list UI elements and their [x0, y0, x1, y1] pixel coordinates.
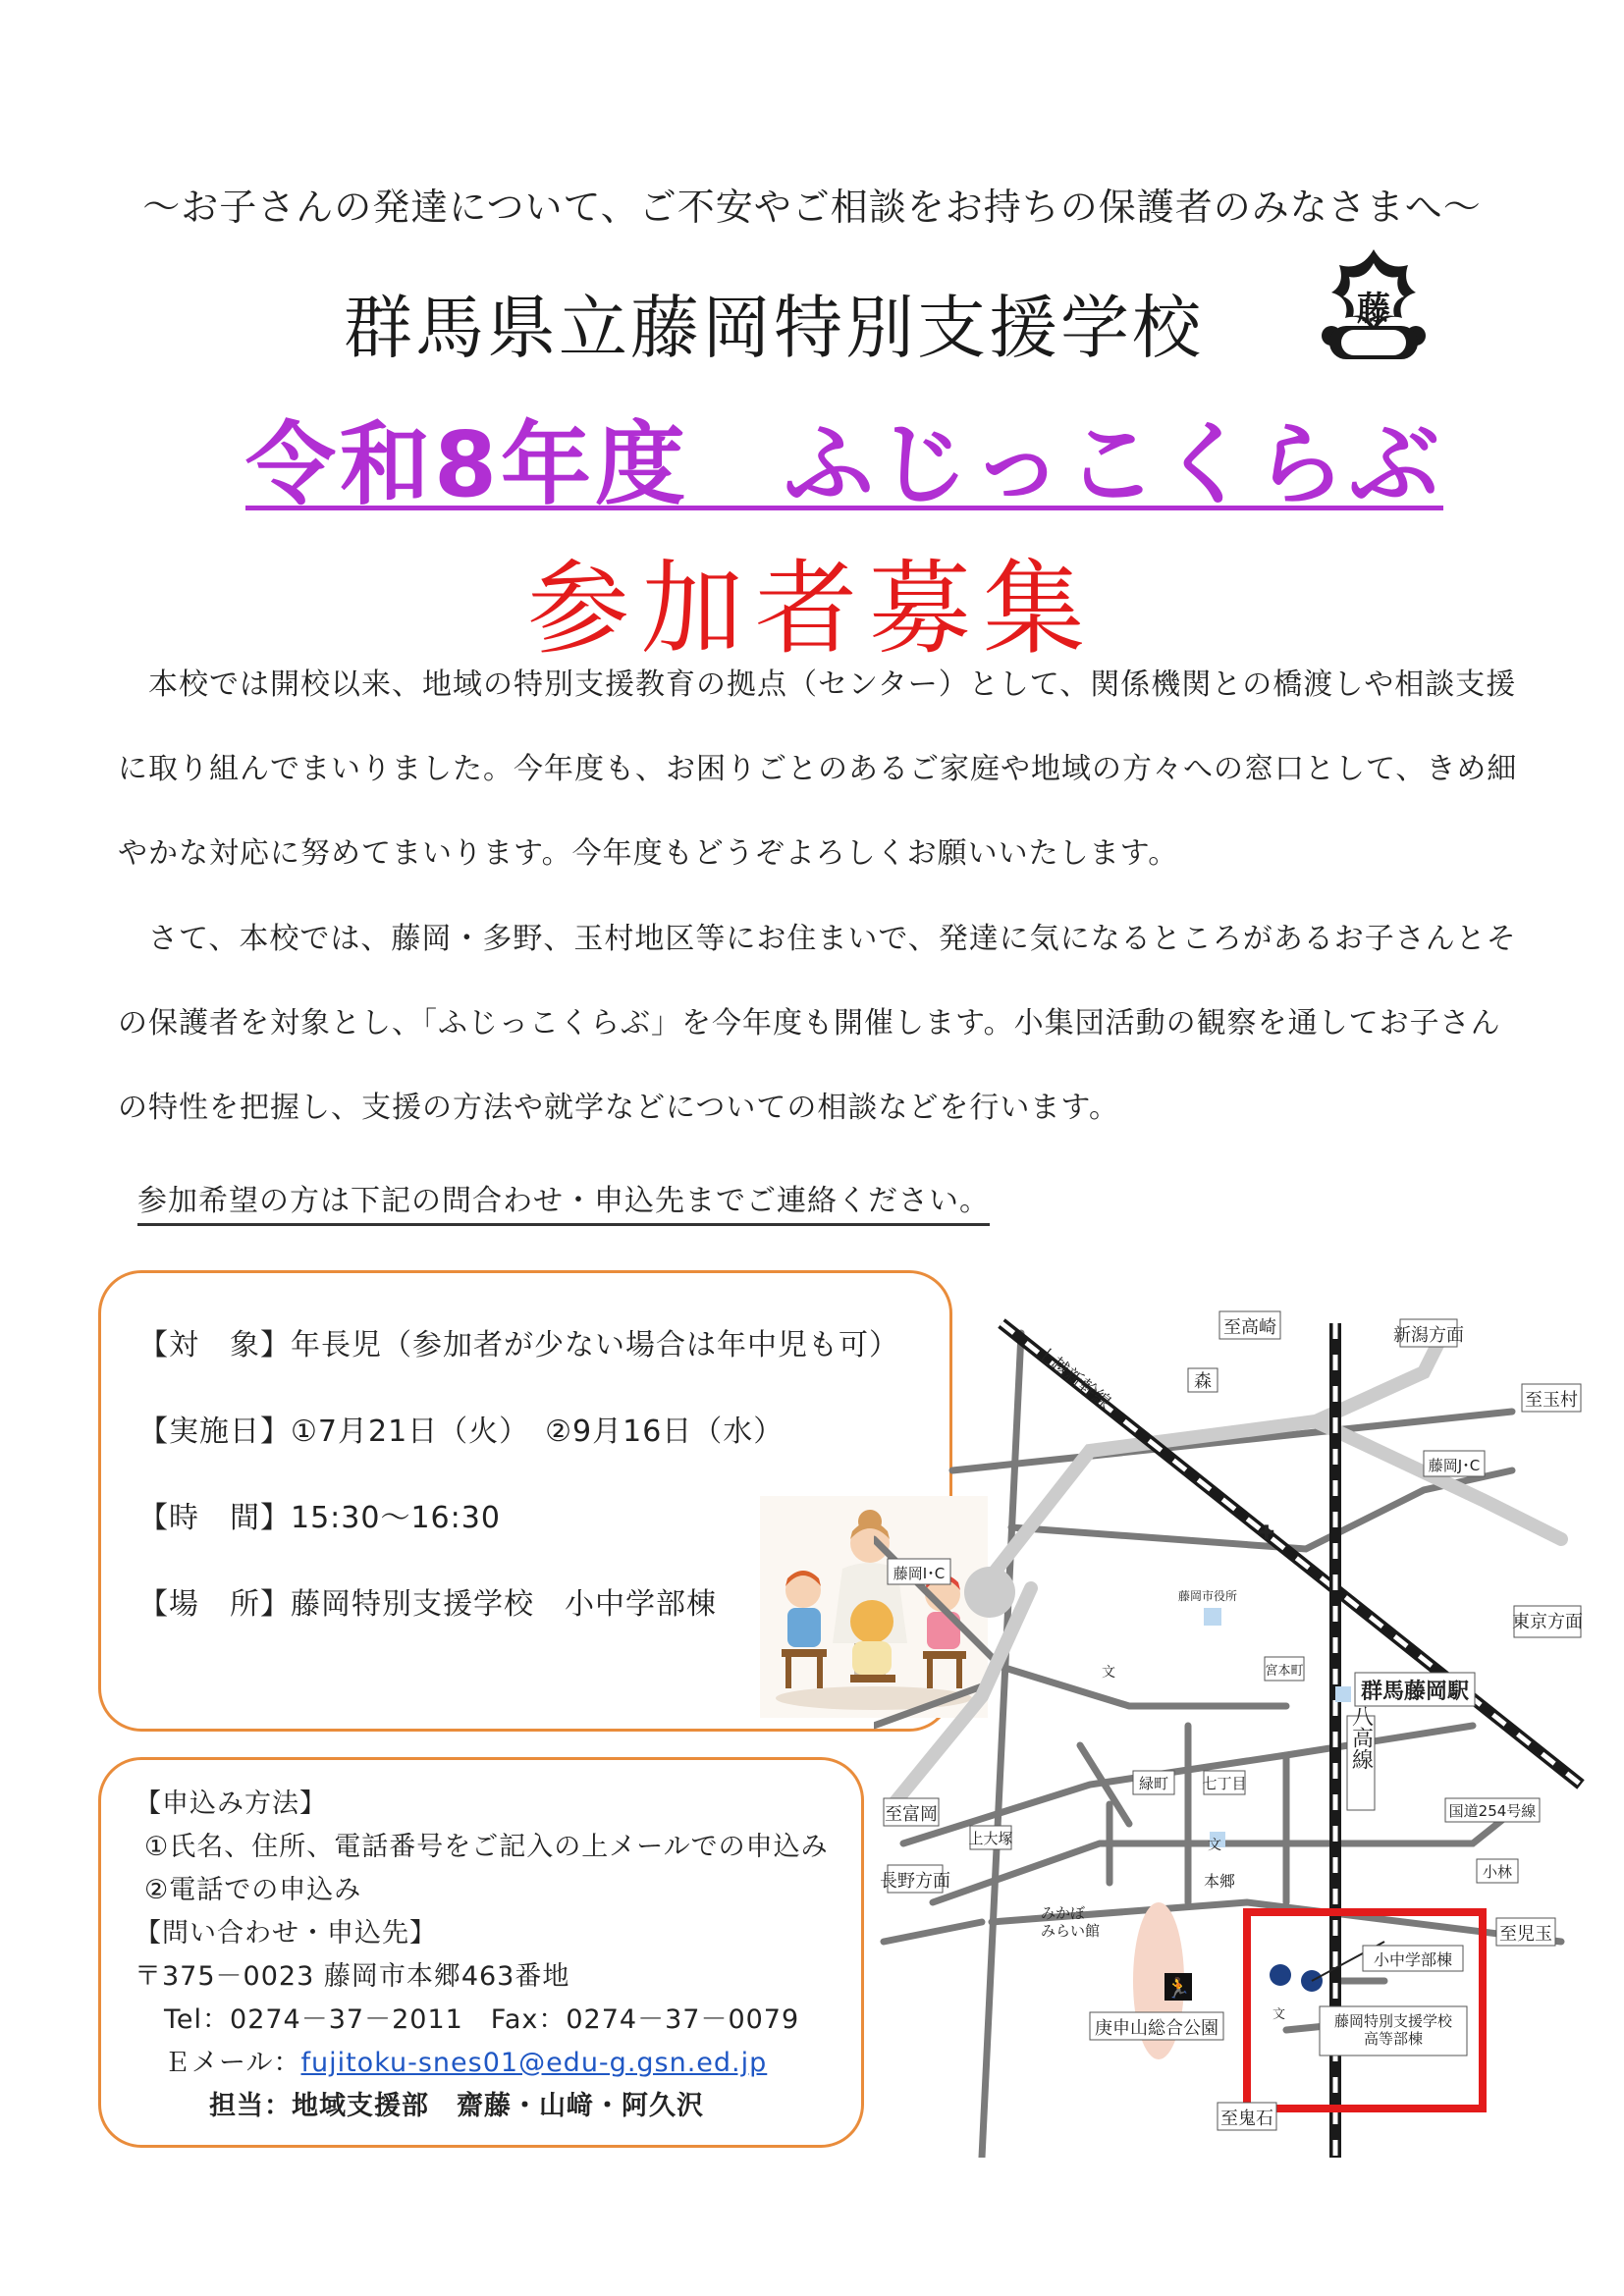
- method-phone: ②電話での申込み: [144, 1875, 362, 1905]
- map-label-kamiohtsuka: 上大塚: [968, 1830, 1013, 1847]
- school-name: 群馬県立藤岡特別支援学校: [344, 288, 1204, 368]
- staff-line: 担当：地域支援部 齋藤・山﨑・阿久沢: [209, 2091, 704, 2121]
- place-line: 【場 所】藤岡特別支援学校 小中学部棟: [138, 1587, 717, 1622]
- map-label-route254: 国道254号線: [1448, 1802, 1537, 1820]
- svg-text:✚: ✚: [1258, 1521, 1275, 1544]
- map-label-mikaboo: みかぼみらい館: [1041, 1904, 1101, 1940]
- map-label-tomioka: 至富岡: [885, 1804, 938, 1825]
- map-label-tamamura: 至玉村: [1525, 1390, 1578, 1411]
- map-label-koto: 藤岡特別支援学校高等部棟: [1333, 2012, 1453, 2048]
- map-label-tokyo: 東京方面: [1512, 1612, 1583, 1632]
- map-school-mark-2: 文: [1208, 1838, 1221, 1853]
- method-heading: 【申込み方法】: [135, 1789, 327, 1819]
- map-school-mark-1: 文: [1102, 1665, 1115, 1681]
- map-label-mori: 森: [1194, 1371, 1212, 1392]
- email-line: [164, 2041, 767, 2079]
- intro-paragraph-2: さて、本校では、藤岡・多野、玉村地区等にお住まいで、発達に気になるところがあるお子さんとその保護者を対象とし、「ふじっこくらぶ」を今年度も開催します。小集団活動の観察を通してお子さんの特性を把握し、支援の方法や就学などについての相談などを行います。: [118, 922, 1517, 1125]
- map-label-takasaki: 至高崎: [1223, 1317, 1276, 1338]
- map-label-kodama: 至児玉: [1499, 1924, 1552, 1945]
- address: 〒375－0023 藤岡市本郷463番地: [135, 1961, 570, 1992]
- map-label-hachiko: 八高線: [1348, 1705, 1374, 1770]
- map-school-mark-3: 文: [1272, 2007, 1286, 2022]
- map-label-city-hall: 藤岡市役所: [1177, 1589, 1238, 1603]
- subtitle: ～お子さんの発達について、ご不安やご相談をお持ちの保護者のみなさまへ～: [142, 186, 1482, 229]
- phone-fax: Tel：0274－37－2011 Fax：0274－37－0079: [164, 2004, 800, 2035]
- intro-paragraph-1: 本校では開校以来、地域の特別支援教育の拠点（センター）として、関係機関との橋渡しや相談支援に取り組んでまいりました。今年度も、お困りごとのあるご家庭や地域の方々への窓口として、きめ細やかな対応に努めてまいります。今年度もどうぞよろしくお願いいたします。: [118, 667, 1518, 871]
- map-label-kobayashi: 小林: [1482, 1863, 1513, 1881]
- map-label-hongo: 本郷: [1203, 1872, 1236, 1891]
- map-label-koshinyama: 庚申山総合公園: [1095, 2018, 1218, 2039]
- recruit-heading: 参加者募集: [526, 549, 1097, 668]
- svg-text:🏃: 🏃: [1165, 1976, 1191, 2000]
- map-label-shochu: 小中学部棟: [1373, 1950, 1453, 1969]
- map-label-miyamoto: 宮本町: [1265, 1664, 1304, 1679]
- map-label-nagano: 長野方面: [880, 1871, 950, 1892]
- access-map: [874, 1294, 1600, 2158]
- map-label-fujioka-jc: 藤岡J･C: [1428, 1457, 1481, 1474]
- target-line: 【対 象】年長児（参加者が少ない場合は年中児も可）: [138, 1328, 899, 1362]
- email-link[interactable]: fujitoku-snes01@edu-g.gsn.ed.jp: [300, 2048, 768, 2078]
- contact-box: [98, 1757, 864, 2148]
- school-crest-icon: [1316, 243, 1432, 363]
- map-label-nanachome: 七丁目: [1202, 1775, 1247, 1792]
- map-label-station: 群馬藤岡駅: [1360, 1680, 1470, 1704]
- dates-line: 【実施日】①7月21日（火） ②9月16日（水）: [138, 1415, 785, 1449]
- event-title: 令和8年度 ふじっこくらぶ: [245, 412, 1444, 517]
- method-email: ①氏名、住所、電話番号をご記入の上メールでの申込み: [144, 1832, 829, 1862]
- map-label-midori: 緑町: [1138, 1775, 1169, 1792]
- map-label-onishi: 至鬼石: [1220, 2109, 1273, 2129]
- map-label-niigata: 新潟方面: [1393, 1325, 1464, 1346]
- crest-char: 藤: [1357, 290, 1390, 329]
- map-label-joetsu: 上越新幹線: [1032, 1342, 1115, 1414]
- email-label: Ｅメール：: [164, 2048, 301, 2078]
- contact-notice: 参加希望の方は下記の問合わせ・申込先までご連絡ください。: [137, 1176, 990, 1226]
- time-line: 【時 間】15:30～16:30: [138, 1501, 501, 1535]
- map-label-fujioka-ic: 藤岡I･C: [893, 1565, 946, 1582]
- inquiry-heading: 【問い合わせ・申込先】: [135, 1918, 437, 1949]
